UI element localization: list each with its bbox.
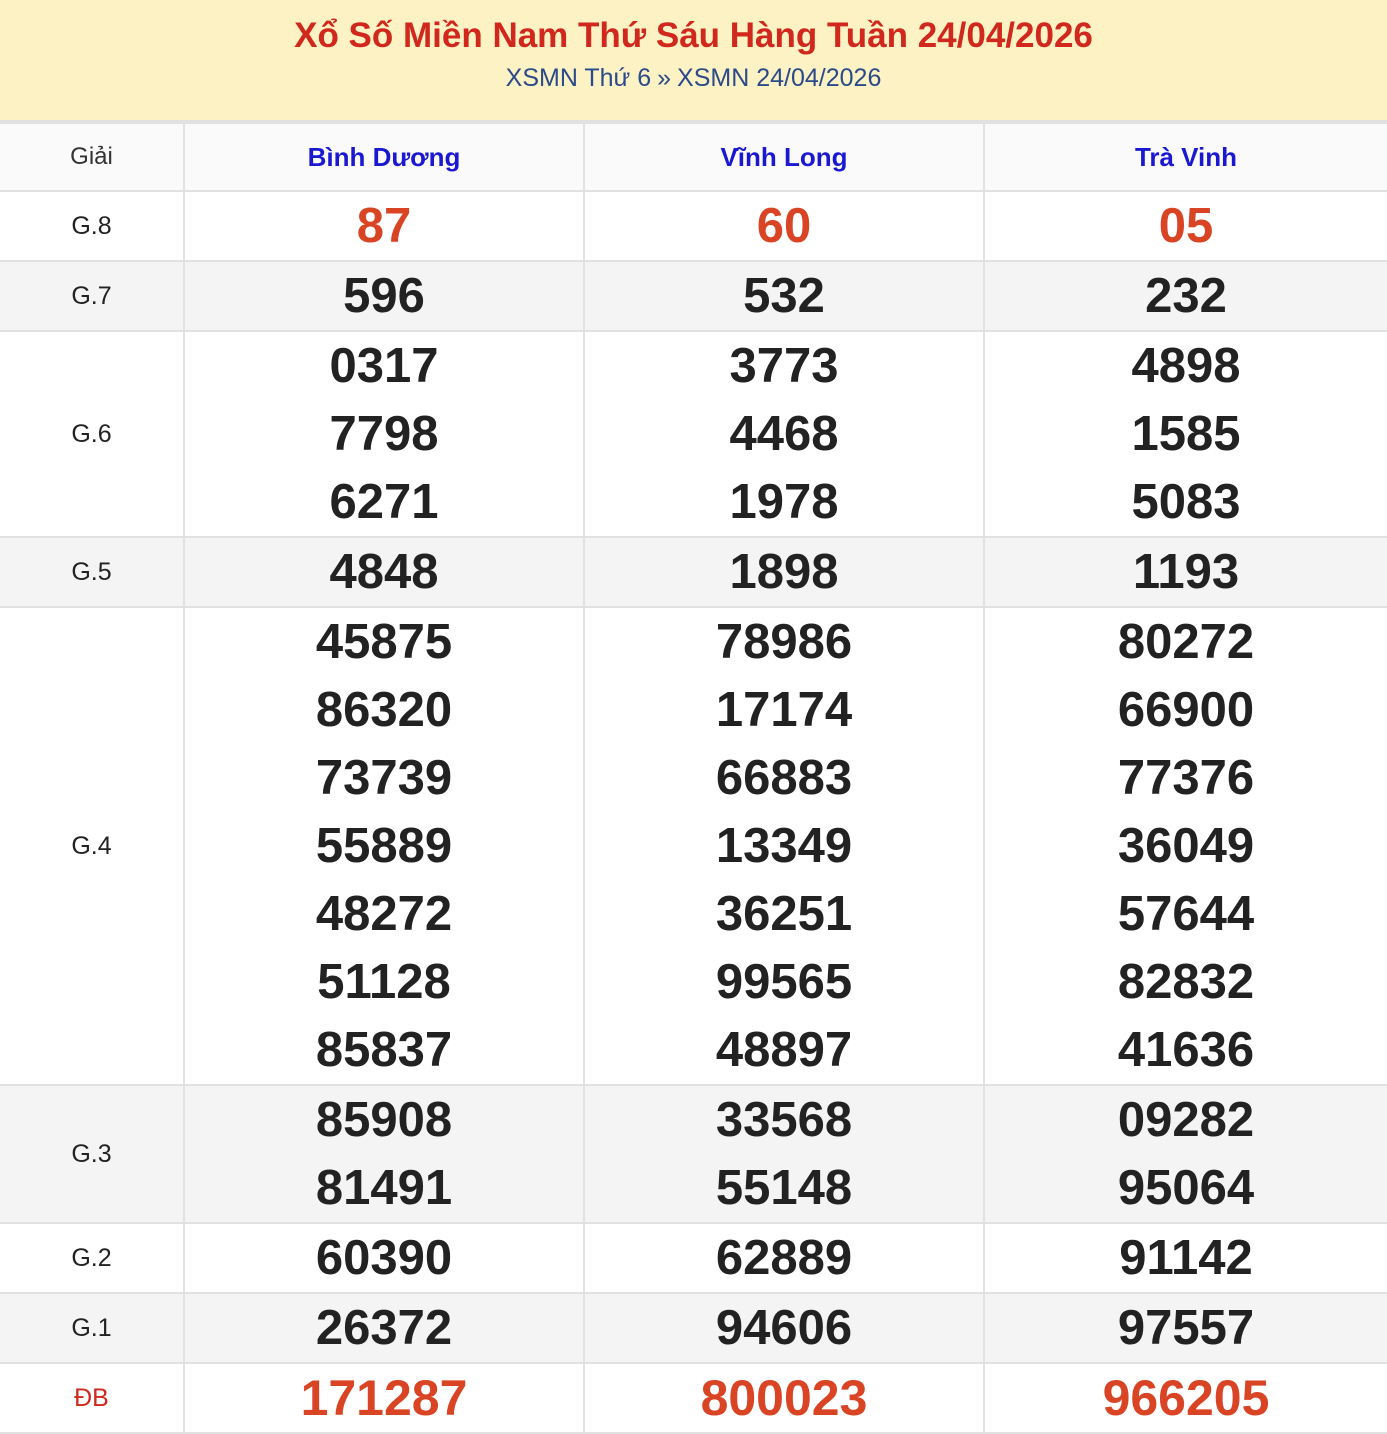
page-header: [0, 0, 1387, 122]
prize-label: G.5: [0, 537, 184, 607]
table-row-g5: [0, 537, 1387, 607]
result-number: 532: [743, 269, 825, 323]
result-number: 13349: [715, 819, 853, 873]
table-row-g7: [0, 261, 1387, 331]
province-header-vinh-long: [584, 123, 984, 191]
result-number: 99565: [715, 955, 853, 1009]
result-number: 87: [356, 199, 412, 253]
province-header-binh-duong: [184, 123, 584, 191]
prize-label: G.4: [0, 607, 184, 1085]
result-cell: [984, 191, 1387, 261]
result-number: 85837: [315, 1023, 453, 1077]
result-number: 66883: [715, 751, 853, 805]
result-number: 85908: [315, 1093, 453, 1147]
result-cell: [984, 261, 1387, 331]
result-number: 3773: [729, 339, 839, 393]
table-row-special: [0, 1363, 1387, 1433]
results-table: [0, 122, 1387, 1434]
result-cell: [184, 1293, 584, 1363]
province-link-vinh-long[interactable]: Vĩnh Long: [720, 141, 848, 172]
result-number: 91142: [1119, 1231, 1253, 1285]
result-number: 60: [756, 199, 812, 253]
result-cell: [184, 537, 584, 607]
province-link-binh-duong[interactable]: Bình Dương: [307, 141, 461, 172]
result-cell: [584, 1223, 984, 1293]
result-number: 33568: [715, 1093, 853, 1147]
result-number: 41636: [1117, 1023, 1255, 1077]
result-number: 36251: [715, 887, 853, 941]
result-cell: [184, 191, 584, 261]
result-number: 77376: [1117, 751, 1255, 805]
result-number: 48272: [315, 887, 453, 941]
breadcrumb: [0, 61, 1387, 95]
result-number: 0317: [329, 339, 439, 393]
result-number: 62889: [715, 1231, 853, 1285]
result-number: 55889: [315, 819, 453, 873]
result-cell: [184, 607, 584, 1085]
result-number: 09282: [1117, 1093, 1255, 1147]
result-number: 94606: [715, 1301, 853, 1355]
prize-label: G.1: [0, 1293, 184, 1363]
result-number: 1193: [1132, 545, 1240, 599]
result-cell: [584, 331, 984, 537]
result-cell: [984, 1293, 1387, 1363]
result-cell: [584, 607, 984, 1085]
result-number: 97557: [1117, 1301, 1255, 1355]
province-header-tra-vinh: [984, 123, 1387, 191]
result-number: 78986: [715, 615, 853, 669]
prize-label: G.6: [0, 331, 184, 537]
result-number: 596: [343, 269, 425, 323]
result-number: 1978: [729, 475, 839, 529]
result-number: 66900: [1117, 683, 1255, 737]
result-cell: [984, 1223, 1387, 1293]
prize-label: G.7: [0, 261, 184, 331]
result-number: 1898: [729, 545, 839, 599]
result-number: 232: [1145, 269, 1227, 323]
result-number: 1585: [1131, 407, 1241, 461]
table-row-g4: [0, 607, 1387, 1085]
result-cell: [184, 1223, 584, 1293]
table-row-g8: [0, 191, 1387, 261]
prize-label: G.2: [0, 1223, 184, 1293]
breadcrumb-link-xsmn-date[interactable]: XSMN 24/04/2026: [677, 64, 882, 92]
result-cell: [984, 331, 1387, 537]
special-prize-number: 171287: [300, 1370, 468, 1426]
result-number: 57644: [1117, 887, 1255, 941]
table-row-g6: [0, 331, 1387, 537]
result-cell: [584, 1293, 984, 1363]
result-cell: [184, 1085, 584, 1223]
result-number: 55148: [715, 1161, 853, 1215]
result-number: 4468: [729, 407, 839, 461]
breadcrumb-separator: »: [657, 64, 672, 92]
result-number: 6271: [329, 475, 439, 529]
table-row-g3: [0, 1085, 1387, 1223]
result-number: 17174: [715, 683, 853, 737]
page-title: Xổ Số Miền Nam Thứ Sáu Hàng Tuần 24/04/2026: [294, 16, 1093, 55]
result-cell: [984, 1085, 1387, 1223]
result-number: 51128: [317, 955, 451, 1009]
result-number: 73739: [315, 751, 453, 805]
result-cell: [984, 537, 1387, 607]
result-cell: [184, 1363, 584, 1433]
prize-label: G.3: [0, 1085, 184, 1223]
special-prize-number: 966205: [1102, 1370, 1270, 1426]
special-prize-number: 800023: [700, 1370, 868, 1426]
result-number: 45875: [315, 615, 453, 669]
result-number: 60390: [315, 1231, 453, 1285]
result-number: 26372: [315, 1301, 453, 1355]
result-number: 82832: [1117, 955, 1255, 1009]
prize-label: G.8: [0, 191, 184, 261]
result-cell: [584, 1085, 984, 1223]
result-number: 80272: [1117, 615, 1255, 669]
table-row-g1: [0, 1293, 1387, 1363]
result-cell: [184, 261, 584, 331]
result-number: 05: [1158, 199, 1214, 253]
result-number: 48897: [715, 1023, 853, 1077]
result-number: 5083: [1131, 475, 1241, 529]
prize-column-header: Giải: [0, 123, 184, 191]
result-number: 81491: [315, 1161, 453, 1215]
table-header-row: [0, 123, 1387, 191]
prize-label-special: ĐB: [0, 1363, 184, 1433]
result-number: 36049: [1117, 819, 1255, 873]
result-cell: [584, 1363, 984, 1433]
result-cell: [584, 191, 984, 261]
result-number: 86320: [315, 683, 453, 737]
breadcrumb-link-xsmn-thu-6[interactable]: XSMN Thứ 6: [505, 64, 652, 92]
result-number: 7798: [329, 407, 439, 461]
result-number: 95064: [1117, 1161, 1255, 1215]
table-row-g2: [0, 1223, 1387, 1293]
result-cell: [584, 261, 984, 331]
result-number: 4898: [1131, 339, 1241, 393]
result-number: 4848: [329, 545, 439, 599]
result-cell: [184, 331, 584, 537]
result-cell: [984, 607, 1387, 1085]
result-cell: [984, 1363, 1387, 1433]
province-link-tra-vinh[interactable]: Trà Vinh: [1134, 141, 1238, 172]
result-cell: [584, 537, 984, 607]
